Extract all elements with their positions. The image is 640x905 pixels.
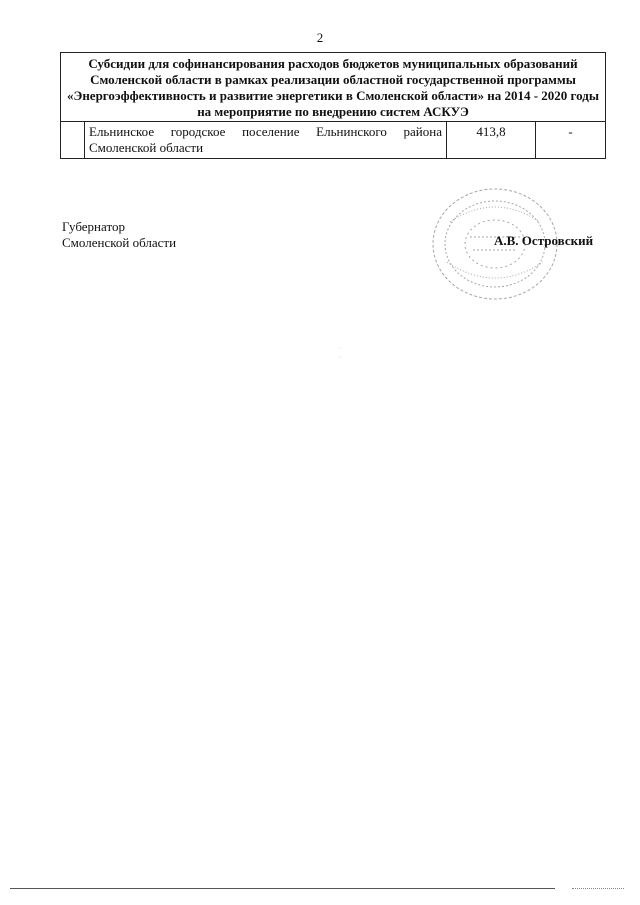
table-header: Субсидии для софинансирования расходов бюджетов муниципальных образований Смоленской области в рамках реализации областной государственной программы «Энергоэффективность и развитие энергетики в Смоленской области» на 2014 - 2020 годы на мероприятие по внедрению систем АСКУЭ	[61, 53, 606, 122]
page-number: 2	[316, 30, 324, 45]
footer-line	[10, 888, 555, 889]
table-row	[61, 122, 606, 159]
footer-dots	[572, 886, 624, 889]
scan-artifact: · ·	[339, 346, 341, 361]
row-number	[61, 122, 85, 159]
subsidy-table	[60, 52, 606, 159]
table-header-row	[61, 53, 606, 122]
subsidy-extra: -	[536, 122, 606, 159]
signature-block	[62, 219, 176, 251]
signatory-name: А.В. Островский	[494, 233, 594, 248]
signatory-position-line1: Губернатор	[62, 219, 125, 234]
signatory-position-line2: Смоленской области	[62, 235, 177, 250]
municipality-name: Ельнинское городское поселение Ельнинского района Смоленской области	[85, 122, 447, 159]
subsidy-amount: 413,8	[447, 122, 536, 159]
